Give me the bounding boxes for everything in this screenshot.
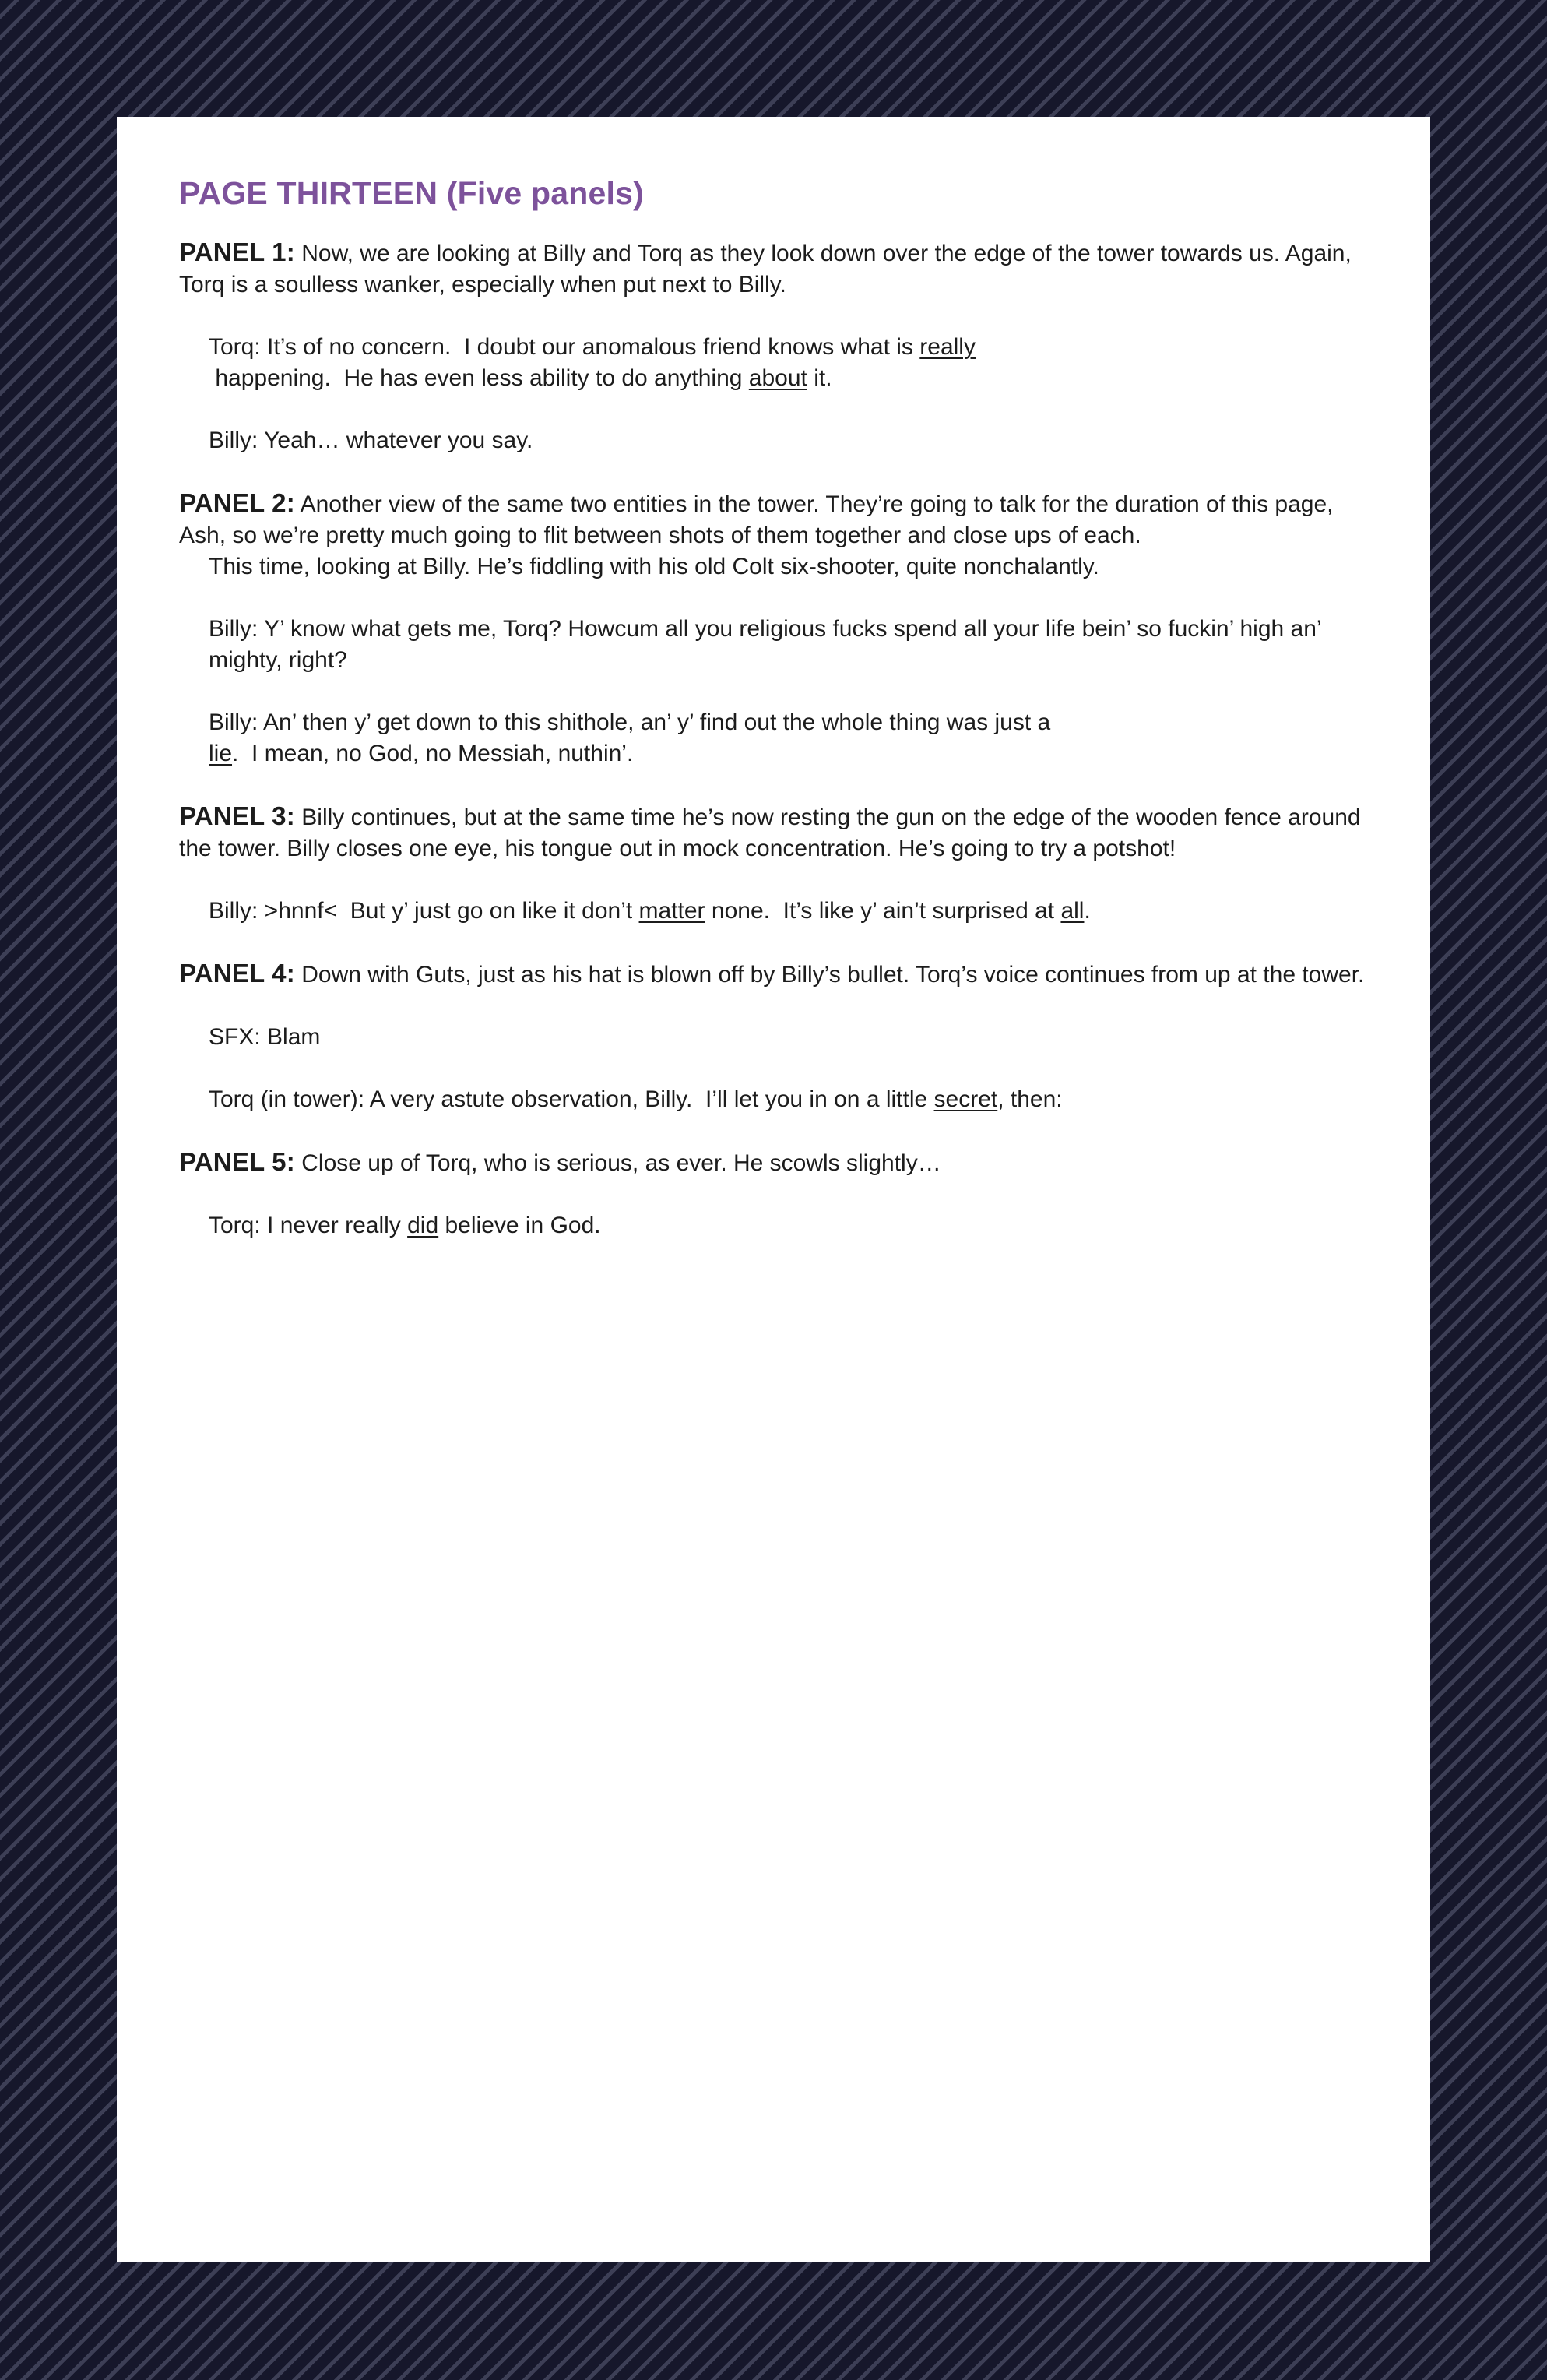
emphasis-really: really: [919, 334, 976, 360]
emphasis-secret: secret: [933, 1086, 998, 1112]
panel-5-label: PANEL 5:: [179, 1147, 295, 1176]
panel-4-text: Down with Guts, just as his hat is blown off by Billy’s bullet. Torq’s voice continues from up at the tower.: [301, 962, 1365, 988]
emphasis-all: all: [1060, 898, 1085, 924]
panel-2-dialogue-billy-2: Billy: An’ then y’ get down to this shithole, an’ y’ find out the whole thing was just a lie. I mean, no God, no Messiah, nuthin’.: [209, 709, 1051, 766]
panel-5-dialogue-torq: Torq: I never really did believe in God.: [209, 1213, 601, 1238]
emphasis-did: did: [407, 1213, 439, 1238]
panel-1-description: [179, 237, 1376, 301]
panel-1-text: Now, we are looking at Billy and Torq as they look down over the edge of the tower towards us. Again, Torq is a soulless wanker, especially when put next to Billy.: [179, 241, 1352, 298]
panel-4-description: [179, 958, 1376, 991]
panel-1-label: PANEL 1:: [179, 238, 295, 266]
panel-1-dialogue-torq: Torq: It’s of no concern. I doubt our anomalous friend knows what is really happening. He has even less ability to do anything about it.: [209, 334, 976, 391]
page-heading: PAGE THIRTEEN (Five panels): [179, 175, 644, 211]
panel-2-note: This time, looking at Billy. He’s fiddling with his old Colt six-shooter, quite nonchalantly.: [209, 554, 1099, 579]
script-page: [117, 117, 1430, 2262]
panel-2-description: [179, 488, 1376, 551]
panel-5-text: Close up of Torq, who is serious, as ever. He scowls slightly…: [301, 1150, 941, 1176]
emphasis-matter: matter: [638, 898, 705, 924]
emphasis-about: about: [748, 365, 807, 391]
panel-3-description: [179, 801, 1376, 864]
panel-4-dialogue-torq: Torq (in tower): A very astute observation, Billy. I’ll let you in on a little secret, then:: [209, 1086, 1063, 1112]
panel-3-label: PANEL 3:: [179, 801, 295, 830]
emphasis-lie: lie: [209, 741, 233, 766]
panel-1-dialogue-billy: Billy: Yeah… whatever you say.: [209, 428, 533, 453]
panel-3-text: Billy continues, but at the same time he’s now resting the gun on the edge of the wooden fence around the tower. Billy closes one eye, his tongue out in mock concentration. He’s going to try a potshot!: [179, 804, 1361, 861]
panel-3-dialogue-billy: Billy: >hnnf< But y’ just go on like it don’t matter none. It’s like y’ ain’t surprised at all.: [209, 898, 1091, 924]
panel-2-text: Another view of the same two entities in the tower. They’re going to talk for the duration of this page, Ash, so we’re pretty much going to flit between shots of them together and close ups of each.: [179, 491, 1334, 548]
panel-4-sfx: SFX: Blam: [209, 1024, 321, 1050]
panel-2-label: PANEL 2:: [179, 488, 295, 517]
panel-4-label: PANEL 4:: [179, 959, 295, 988]
panel-5-description: [179, 1146, 1376, 1179]
panel-2-dialogue-billy-1: Billy: Y’ know what gets me, Torq? Howcum all you religious fucks spend all your life bein’ so fuckin’ high an’ mighty, right?: [209, 616, 1321, 673]
